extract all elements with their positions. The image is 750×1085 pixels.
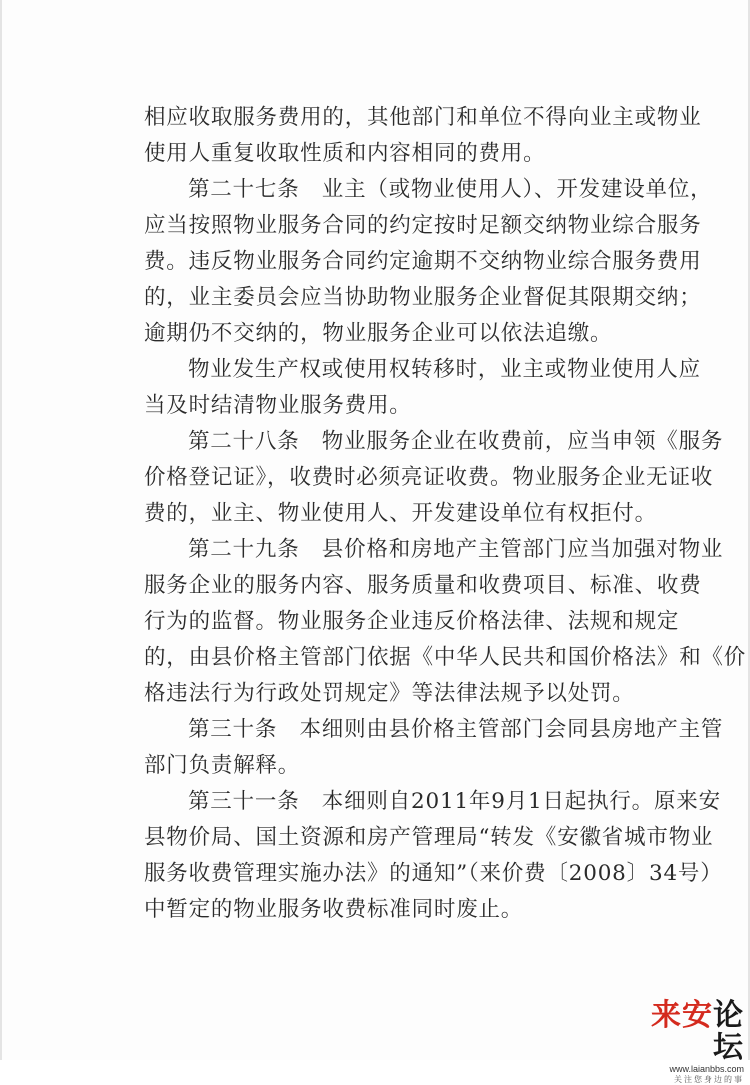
text-line: 县物价局、国土资源和房产管理局“转发《安徽省城市物业 [144,825,714,850]
text-line: 部门负责解释。 [144,753,301,778]
article-28-heading-line: 第二十八条 物业服务企业在收费前，应当申领《服务 [188,429,724,454]
article-31-heading-line: 第三十一条 本细则自2011年9月1日起执行。原来安 [188,789,721,814]
scan-edge-left [0,0,2,1060]
text-line: 使用人重复收取性质和内容相同的费用。 [144,141,546,166]
text-line: 的，由县价格主管部门依据《中华人民共和国价格法》和《价 [144,645,747,670]
forum-watermark [626,998,744,1084]
text-line: 服务企业的服务内容、服务质量和收费项目、标准、收费 [144,573,702,598]
watermark-logo-part1: 来安 [651,998,713,1033]
text-line: 行为的监督。物业服务企业违反价格法律、法规和规定 [144,609,680,634]
text-line: 逾期仍不交纳的，物业服务企业可以依法追缴。 [144,321,613,346]
article-29-heading-line: 第二十九条 县价格和房地产主管部门应当加强对物业 [188,537,724,562]
paragraph-start-line: 物业发生产权或使用权转移时，业主或物业使用人应 [188,357,701,382]
watermark-url: www.laianbbs.com [669,1064,744,1074]
watermark-slogan: 关注您身边的事 [674,1075,744,1084]
text-line: 中暂定的物业服务收费标准同时废止。 [144,897,524,922]
document-body [144,100,747,928]
text-line: 服务收费管理实施办法》的通知”（来价费〔2008〕34号） [144,861,723,886]
text-line: 费的，业主、物业使用人、开发建设单位有权拒付。 [144,501,657,526]
text-line: 价格登记证》，收费时必须亮证收费。物业服务企业无证收 [144,465,714,490]
watermark-logo [626,1000,744,1064]
text-line: 相应收取服务费用的，其他部门和单位不得向业主或物业 [144,105,702,130]
text-line: 应当按照物业服务合同的约定按时足额交纳物业综合服务 [144,213,702,238]
text-line: 格违法行为行政处罚规定》等法律法规予以处罚。 [144,681,635,706]
article-30-heading-line: 第三十条 本细则由县价格主管部门会同县房地产主管 [188,717,724,742]
text-line: 费。违反物业服务合同约定逾期不交纳物业综合服务费用 [144,249,702,274]
article-27-heading-line: 第二十七条 业主（或物业使用人）、开发建设单位， [188,177,713,202]
text-line: 的，业主委员会应当协助物业服务企业督促其限期交纳； [144,285,702,310]
watermark-logo-part2: 论坛 [713,998,744,1065]
text-line: 当及时结清物业服务费用。 [144,393,412,418]
